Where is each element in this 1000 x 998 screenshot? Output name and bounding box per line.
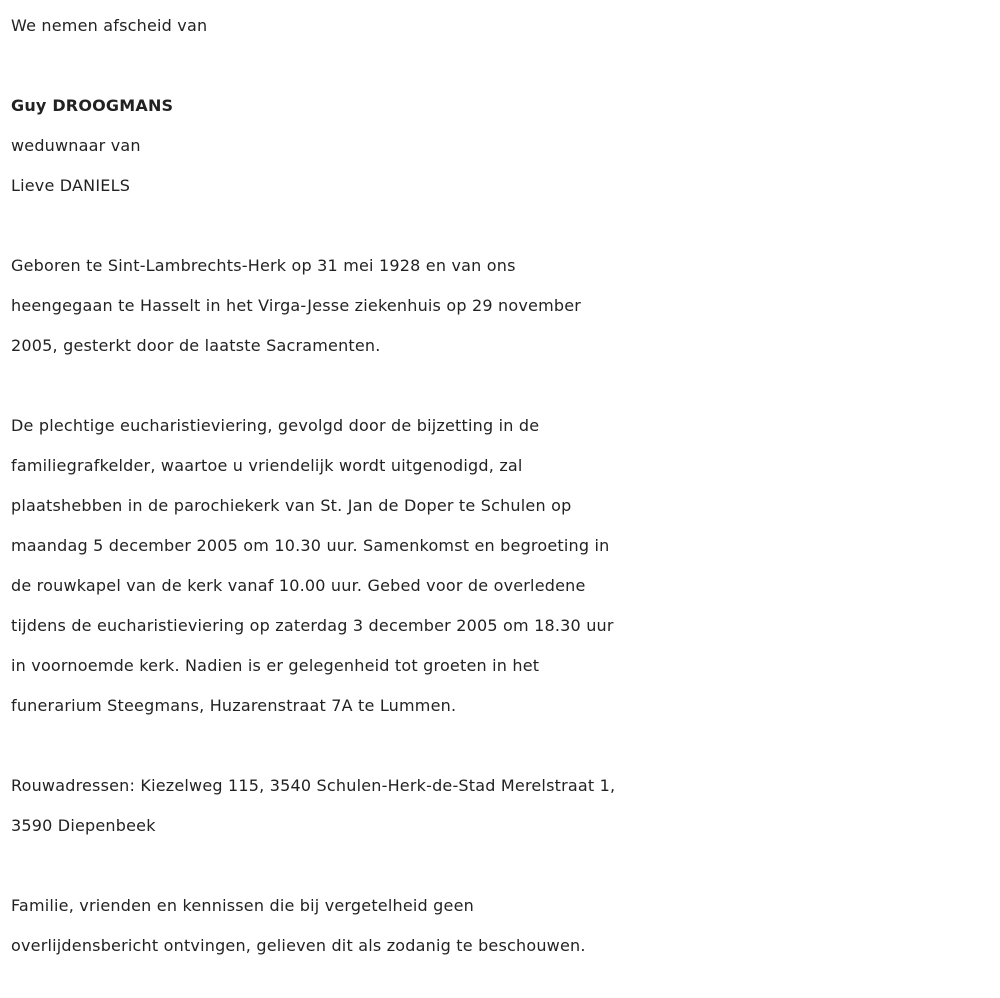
paragraph-line: 3590 Diepenbeek bbox=[11, 816, 156, 835]
paragraph-line: plaatshebben in de parochiekerk van St. Jan de Doper te Schulen op bbox=[11, 496, 572, 515]
paragraph-line: funerarium Steegmans, Huzarenstraat 7A te Lummen. bbox=[11, 696, 457, 715]
ceremony-paragraph bbox=[11, 406, 996, 726]
paragraph-line: heengegaan te Hasselt in het Virga-Jesse ziekenhuis op 29 november bbox=[11, 296, 582, 315]
death-notice bbox=[11, 6, 996, 966]
paragraph-line: maandag 5 december 2005 om 10.30 uur. Samenkomst en begroeting in bbox=[11, 536, 610, 555]
paragraph-line: tijdens de eucharistieviering op zaterdag 3 december 2005 om 18.30 uur bbox=[11, 616, 614, 635]
paragraph-line: overlijdensbericht ontvingen, gelieven dit als zodanig te beschouwen. bbox=[11, 936, 586, 955]
spacer bbox=[11, 726, 996, 766]
birth-death-paragraph bbox=[11, 246, 996, 366]
spacer bbox=[11, 206, 996, 246]
paragraph-line: in voornoemde kerk. Nadien is er gelegenheid tot groeten in het bbox=[11, 656, 540, 675]
paragraph-line: De plechtige eucharistieviering, gevolgd door de bijzetting in de bbox=[11, 416, 540, 435]
intro-text: We nemen afscheid van bbox=[11, 16, 208, 35]
closing-paragraph bbox=[11, 886, 996, 966]
paragraph-line: Familie, vrienden en kennissen die bij vergetelheid geen bbox=[11, 896, 474, 915]
addresses-paragraph bbox=[11, 766, 996, 846]
paragraph-line: Geboren te Sint-Lambrechts-Herk op 31 mei 1928 en van ons bbox=[11, 256, 516, 275]
spouse-name: Lieve DANIELS bbox=[11, 176, 131, 195]
relation-text: weduwnaar van bbox=[11, 136, 141, 155]
paragraph-line: Rouwadressen: Kiezelweg 115, 3540 Schulen-Herk-de-Stad Merelstraat 1, bbox=[11, 776, 616, 795]
paragraph-line: de rouwkapel van de kerk vanaf 10.00 uur. Gebed voor de overledene bbox=[11, 576, 586, 595]
spacer bbox=[11, 46, 996, 86]
paragraph-line: 2005, gesterkt door de laatste Sacramenten. bbox=[11, 336, 381, 355]
paragraph-line: familiegrafkelder, waartoe u vriendelijk wordt uitgenodigd, zal bbox=[11, 456, 523, 475]
spacer bbox=[11, 846, 996, 886]
deceased-name: Guy DROOGMANS bbox=[11, 96, 174, 115]
spacer bbox=[11, 366, 996, 406]
